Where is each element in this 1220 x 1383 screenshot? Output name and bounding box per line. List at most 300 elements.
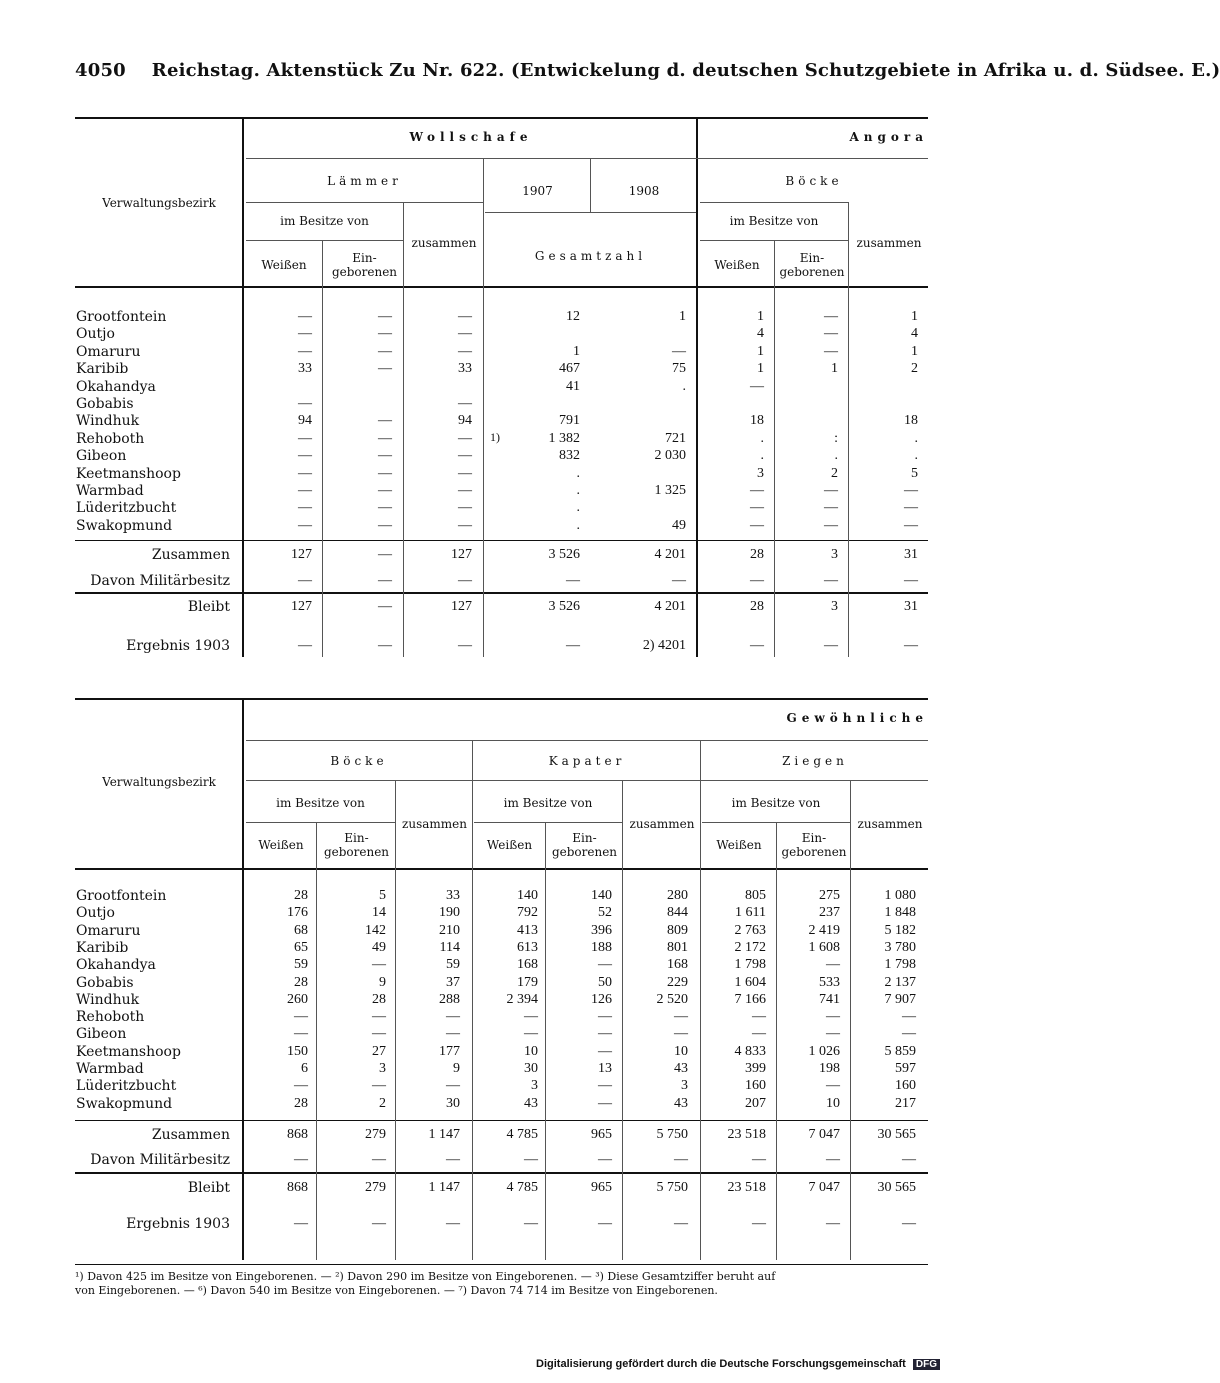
- table-cell: —: [598, 1009, 612, 1025]
- table-cell: —: [672, 573, 686, 588]
- table-cell: —: [298, 465, 312, 481]
- table-cell: .: [576, 465, 580, 481]
- table-cell: —: [298, 309, 312, 324]
- year-1907: 1907: [522, 184, 553, 198]
- table-cell: 30: [524, 1061, 538, 1076]
- im-besitze-von: im Besitze von: [280, 214, 369, 228]
- table-cell: —: [378, 483, 392, 498]
- table-cell: 10: [524, 1043, 538, 1059]
- row-label: [76, 413, 139, 429]
- table-cell: —: [752, 1216, 766, 1231]
- table-cell: 7 907: [884, 991, 916, 1007]
- table-cell: .: [576, 483, 580, 498]
- row-label: [76, 326, 115, 342]
- table-cell: —: [378, 500, 392, 516]
- table-cell: 142: [365, 922, 386, 938]
- table-cell: 5: [379, 888, 386, 903]
- table-cell: —: [524, 1152, 538, 1167]
- row-label-text: Bleibt: [187, 1180, 230, 1196]
- divider: [590, 158, 591, 212]
- table2-top-rule: [75, 698, 928, 700]
- row-label-text: Omaruru: [76, 343, 141, 360]
- footnote-line-1: ¹) Davon 425 im Besitze von Eingeborenen. — ²) Davon 290 im Besitze von Eingeborenen. — ³) Diese Gesamtziffer beruht auf: [75, 1270, 776, 1283]
- table-cell: 3: [531, 1078, 538, 1094]
- table-cell: —: [674, 1026, 688, 1042]
- row-label-text: Grootfontein: [76, 309, 167, 325]
- table-cell: —: [826, 1026, 840, 1042]
- zusammen-header: zusammen: [402, 817, 467, 831]
- row-label: [76, 379, 156, 395]
- divider: [246, 240, 403, 241]
- row-label-text: Gibeon: [76, 1026, 127, 1043]
- table1-top-rule: [75, 117, 928, 119]
- row-label: [76, 361, 128, 377]
- table-cell: .: [682, 378, 686, 394]
- table-cell: —: [750, 517, 764, 533]
- row-label-text: Swakopmund: [76, 517, 173, 534]
- row-label-text: Warmbad: [76, 483, 144, 499]
- table-cell: 1 080: [884, 888, 916, 903]
- table-cell: —: [458, 483, 472, 498]
- row-label: [76, 518, 172, 534]
- table-cell: 3: [831, 599, 838, 614]
- table-cell: —: [904, 517, 918, 533]
- zusammen-header: zusammen: [856, 236, 922, 250]
- table-cell: 28: [750, 547, 764, 562]
- row-label: [80, 1216, 230, 1232]
- table-cell: 33: [446, 888, 460, 903]
- row-label: [76, 309, 166, 325]
- row-label: [76, 1026, 126, 1042]
- table-cell: —: [826, 1009, 840, 1025]
- subheader-kapater: Kapater: [548, 754, 626, 768]
- table-cell: 868: [287, 1127, 308, 1142]
- table-cell: 33: [298, 361, 312, 377]
- table-cell: —: [824, 326, 838, 342]
- table-cell: 59: [294, 957, 308, 973]
- subheader-laemmer: Lämmer: [327, 174, 402, 188]
- weissen-header: Weißen: [258, 838, 304, 852]
- row-label: [76, 396, 134, 412]
- table-cell: —: [674, 1009, 688, 1025]
- table-cell: 1 798: [884, 957, 916, 973]
- table-cell: 844: [667, 905, 688, 921]
- table-cell: 2: [379, 1095, 386, 1111]
- row-label-text: Lüderitzbucht: [76, 500, 177, 517]
- table-cell: —: [674, 1216, 688, 1231]
- table-cell: 2 520: [656, 991, 688, 1007]
- row-label-text: Zusammen: [151, 547, 230, 563]
- table-cell: 140: [591, 888, 612, 903]
- row-label: [80, 638, 230, 654]
- table-cell: 177: [439, 1043, 460, 1059]
- table-cell: 1 382: [548, 430, 580, 446]
- table-cell: —: [672, 343, 686, 359]
- table-cell: —: [752, 1009, 766, 1025]
- table-cell: —: [904, 573, 918, 588]
- table-cell: —: [372, 957, 386, 973]
- table-cell: 4 201: [654, 547, 686, 562]
- row-label-text: Davon Militärbesitz: [90, 1152, 230, 1168]
- table-cell: —: [750, 500, 764, 516]
- table-cell: —: [378, 599, 392, 614]
- table-cell: —: [446, 1216, 460, 1231]
- table-cell: —: [458, 430, 472, 446]
- table-cell: —: [294, 1216, 308, 1231]
- table-cell: :: [834, 430, 838, 446]
- table-cell: 160: [745, 1078, 766, 1094]
- table-cell: 30: [446, 1095, 460, 1111]
- table-cell: 5: [911, 465, 918, 481]
- table-cell: 1: [831, 361, 838, 377]
- table-cell: —: [378, 361, 392, 377]
- table-cell: —: [378, 573, 392, 588]
- row-label-text: Ergebnis 1903: [126, 638, 230, 654]
- row-label: [76, 1061, 144, 1077]
- table-cell: 467: [559, 361, 580, 377]
- table-cell: 198: [819, 1061, 840, 1076]
- subheader-ziegen: Ziegen: [782, 754, 848, 768]
- table-cell: 7 166: [734, 991, 766, 1007]
- table-cell: —: [598, 1152, 612, 1167]
- table-cell: 275: [819, 888, 840, 903]
- table-cell: 597: [895, 1061, 916, 1076]
- table-cell: 31: [904, 547, 918, 562]
- table-cell: —: [458, 573, 472, 588]
- credit-text: Digitalisierung gefördert durch die Deutsche Forschungsgemeinschaft: [536, 1358, 906, 1370]
- row-label-text: Davon Militärbesitz: [90, 573, 230, 589]
- table-cell: —: [566, 573, 580, 588]
- table-cell: 68: [294, 922, 308, 938]
- zusammen-header: zusammen: [629, 817, 695, 831]
- eingeborenen-header: Ein-geborenen: [551, 831, 618, 859]
- table-cell: —: [598, 957, 612, 973]
- table-cell: 5 859: [884, 1043, 916, 1059]
- row-label: [76, 888, 166, 904]
- group-header-wollschafe: Wollschafe: [409, 130, 533, 144]
- table-cell: 52: [598, 905, 612, 921]
- table-cell: 28: [294, 1095, 308, 1111]
- table2-sum-rule: [75, 1120, 928, 1121]
- eingeborenen-header: Ein-geborenen: [323, 831, 390, 859]
- row-label-text: Okahandya: [76, 378, 156, 395]
- table-cell: —: [458, 448, 472, 464]
- table-cell: 2 394: [506, 991, 538, 1007]
- row-label-text: Outjo: [76, 905, 115, 922]
- table-cell: —: [524, 1009, 538, 1025]
- table-cell: —: [298, 638, 312, 653]
- table-cell: 613: [517, 939, 538, 955]
- row-label-text: Bleibt: [187, 599, 230, 615]
- row-label-text: Keetmanshoop: [76, 465, 181, 482]
- im-besitze-von: im Besitze von: [729, 214, 819, 228]
- table-cell: 2 763: [734, 922, 766, 938]
- table-cell: —: [824, 573, 838, 588]
- table-cell: 533: [819, 974, 840, 990]
- table-cell: —: [458, 343, 472, 359]
- table-cell: 3: [831, 547, 838, 562]
- table-cell: —: [298, 396, 312, 411]
- table-cell: 7 047: [808, 1127, 840, 1142]
- table2-bleibt-rule: [75, 1172, 928, 1174]
- row-label: [76, 483, 144, 499]
- table-cell: 160: [895, 1078, 916, 1094]
- table-cell: 28: [750, 599, 764, 614]
- row-label-text: Windhuk: [76, 991, 140, 1008]
- table-cell: —: [378, 448, 392, 464]
- table-cell: —: [598, 1095, 612, 1111]
- table-cell: 4: [757, 326, 764, 342]
- table-cell: —: [298, 326, 312, 342]
- im-besitze-von: im Besitze von: [503, 796, 593, 810]
- table-cell: —: [750, 483, 764, 498]
- table-cell: 33: [458, 361, 472, 377]
- row-label-text: Rehoboth: [76, 1009, 145, 1026]
- table-cell: —: [458, 638, 472, 653]
- divider: [483, 158, 484, 657]
- row-label-text: Outjo: [76, 326, 115, 343]
- table-cell: 7 047: [808, 1180, 840, 1195]
- row-label: [80, 1152, 230, 1168]
- table-cell: —: [458, 396, 472, 411]
- table-cell: 27: [372, 1043, 386, 1059]
- table-cell: —: [458, 500, 472, 516]
- table-cell: .: [914, 430, 918, 446]
- row-label: [80, 1180, 230, 1196]
- table-cell: .: [914, 448, 918, 464]
- table-cell: .: [576, 500, 580, 516]
- table-cell: 965: [591, 1127, 612, 1142]
- table-cell: —: [372, 1026, 386, 1042]
- table-cell: —: [298, 517, 312, 533]
- table-cell: —: [372, 1078, 386, 1094]
- row-label-text: Swakopmund: [76, 1095, 173, 1112]
- table1-bleibt-rule: [75, 592, 928, 594]
- row-label-text: Warmbad: [76, 1061, 144, 1077]
- table-cell: —: [902, 1009, 916, 1025]
- row-label: [76, 448, 126, 464]
- table-cell: —: [750, 378, 764, 394]
- eingeborenen-header: Ein-geborenen: [779, 251, 845, 279]
- row-label: [76, 1078, 176, 1094]
- table-cell: 168: [667, 957, 688, 973]
- table-cell: 280: [667, 888, 688, 903]
- table-cell: 832: [559, 448, 580, 464]
- table-cell: —: [524, 1026, 538, 1042]
- table-cell: —: [378, 547, 392, 562]
- table-cell: 5 750: [656, 1127, 688, 1142]
- row-label: [76, 940, 128, 956]
- table-cell: —: [446, 1026, 460, 1042]
- table-cell: 791: [559, 413, 580, 429]
- row-label: [80, 573, 230, 589]
- table-cell: —: [446, 1078, 460, 1094]
- row-label: [76, 1009, 144, 1025]
- zusammen-header: zusammen: [411, 236, 477, 250]
- table-cell: —: [298, 500, 312, 516]
- table-cell: —: [752, 1026, 766, 1042]
- table-cell: —: [378, 430, 392, 446]
- table-cell: 190: [439, 905, 460, 921]
- table-cell: —: [598, 1026, 612, 1042]
- table-cell: —: [826, 1152, 840, 1167]
- table-cell: —: [824, 309, 838, 324]
- table-cell: 150: [287, 1043, 308, 1059]
- table-cell: 4 201: [654, 599, 686, 614]
- table-cell: —: [824, 343, 838, 359]
- table-cell: 1 147: [428, 1180, 460, 1195]
- table-cell: —: [826, 1078, 840, 1094]
- row-label: [76, 1044, 181, 1060]
- table-cell: 792: [517, 905, 538, 921]
- table-cell: 49: [672, 517, 686, 533]
- table-cell: —: [902, 1152, 916, 1167]
- table-cell: 1 848: [884, 905, 916, 921]
- table2-header-rule: [75, 868, 928, 870]
- table-cell: 237: [819, 905, 840, 921]
- table-cell: —: [378, 413, 392, 429]
- table-cell: 10: [826, 1095, 840, 1111]
- table-cell: 50: [598, 974, 612, 990]
- table-cell: —: [446, 1152, 460, 1167]
- table-cell: 28: [372, 991, 386, 1007]
- page-title: Reichstag. Aktenstück Zu Nr. 622. (Entwickelung d. deutschen Schutzgebiete in Afrika u. d. Südsee. E.): [151, 60, 1220, 81]
- row-label: [76, 431, 144, 447]
- page-header: [75, 60, 1220, 81]
- dfg-logo: DFG: [913, 1359, 940, 1370]
- year-1908: 1908: [628, 184, 660, 198]
- table-cell: 4 785: [506, 1180, 538, 1195]
- table-cell: —: [298, 573, 312, 588]
- table-cell: —: [904, 483, 918, 498]
- table-cell: 13: [598, 1061, 612, 1076]
- table-cell: 43: [674, 1061, 688, 1076]
- table-cell: 179: [517, 974, 538, 990]
- table-cell: 28: [294, 888, 308, 903]
- table-cell: —: [458, 309, 472, 324]
- table-cell: 9: [379, 974, 386, 990]
- table-cell: 37: [446, 974, 460, 990]
- row-label-text: Omaruru: [76, 922, 141, 939]
- table-cell: 1 608: [808, 939, 840, 955]
- table-cell: 1: [757, 309, 764, 324]
- table-cell: 59: [446, 957, 460, 973]
- table-cell: —: [458, 465, 472, 481]
- group-header-angora: Angora: [849, 130, 928, 144]
- weissen-header: Weißen: [486, 838, 533, 852]
- weissen-header: Weißen: [716, 838, 762, 852]
- row-label: [76, 905, 115, 921]
- table1-sum-rule: [75, 540, 928, 541]
- divider: [246, 740, 928, 741]
- table-cell: —: [824, 638, 838, 653]
- table-cell: —: [750, 573, 764, 588]
- table-cell: 868: [287, 1180, 308, 1195]
- table-cell: 6: [301, 1061, 308, 1076]
- table-cell: —: [378, 309, 392, 324]
- table-cell: 4 785: [506, 1127, 538, 1142]
- table-cell: 4 833: [734, 1043, 766, 1059]
- table-cell: 188: [591, 939, 612, 955]
- stub-header: Verwaltungsbezirk: [102, 775, 216, 789]
- stub-header: Verwaltungsbezirk: [102, 196, 216, 210]
- table-cell: —: [378, 343, 392, 359]
- row-label-text: Gobabis: [76, 396, 134, 412]
- table-cell: 1 611: [735, 905, 766, 921]
- table-cell: 3 780: [884, 939, 916, 955]
- table-cell: 2: [831, 465, 838, 481]
- table-cell: —: [824, 517, 838, 533]
- row-label: [76, 344, 141, 360]
- row-label: [76, 500, 176, 516]
- table-cell: —: [824, 500, 838, 516]
- eingeborenen-header: Ein-geborenen: [781, 831, 847, 859]
- row-label: [76, 923, 141, 939]
- table-cell: 30 565: [877, 1180, 916, 1195]
- table-cell: 2 419: [808, 922, 840, 938]
- table-cell: .: [760, 448, 764, 464]
- table-cell: 49: [372, 939, 386, 955]
- table-cell: —: [902, 1216, 916, 1231]
- divider: [700, 202, 848, 203]
- table-cell: —: [372, 1009, 386, 1025]
- table-cell: .: [834, 448, 838, 464]
- table-cell: 288: [439, 991, 460, 1007]
- table-cell: —: [566, 638, 580, 653]
- table-cell: 2) 4201: [642, 638, 686, 653]
- table-cell: 114: [439, 939, 460, 955]
- row-label: [76, 957, 156, 973]
- table-cell: 18: [904, 413, 918, 429]
- row-label: [76, 1096, 172, 1112]
- row-label-text: Keetmanshoop: [76, 1043, 181, 1060]
- row-label-text: Zusammen: [151, 1127, 230, 1143]
- table-cell: 94: [458, 413, 472, 429]
- table-cell: 30 565: [877, 1127, 916, 1142]
- table-cell: 210: [439, 922, 460, 938]
- table-cell: —: [446, 1009, 460, 1025]
- table-cell: 127: [451, 599, 472, 614]
- divider: [246, 822, 395, 823]
- table-cell: 3 526: [548, 599, 580, 614]
- table1-header-rule: [75, 286, 928, 288]
- table-cell: 127: [291, 547, 312, 562]
- table-cell: 5 182: [884, 922, 916, 938]
- table-cell: 168: [517, 957, 538, 973]
- table-cell: —: [298, 343, 312, 359]
- table-cell: —: [524, 1216, 538, 1231]
- table-cell: 1: [573, 343, 580, 359]
- im-besitze-von: im Besitze von: [276, 796, 365, 810]
- table-cell: 2 172: [734, 939, 766, 955]
- row-label-text: Lüderitzbucht: [76, 1078, 177, 1095]
- table-cell: —: [598, 1216, 612, 1231]
- table-cell: —: [372, 1152, 386, 1167]
- table-cell: 741: [819, 991, 840, 1007]
- table-cell: 23 518: [727, 1180, 766, 1195]
- row-label-text: Okahandya: [76, 957, 156, 974]
- table-cell: —: [904, 500, 918, 516]
- table-cell: —: [378, 638, 392, 653]
- row-label-text: Karibib: [76, 361, 129, 378]
- table-cell: 1: [911, 343, 918, 359]
- table-cell: 1: [911, 309, 918, 324]
- table-cell: —: [378, 465, 392, 481]
- table-cell: —: [294, 1152, 308, 1167]
- table-cell: 3: [379, 1061, 386, 1076]
- page-number: 4050: [75, 60, 126, 81]
- row-label-text: Gobabis: [76, 974, 134, 991]
